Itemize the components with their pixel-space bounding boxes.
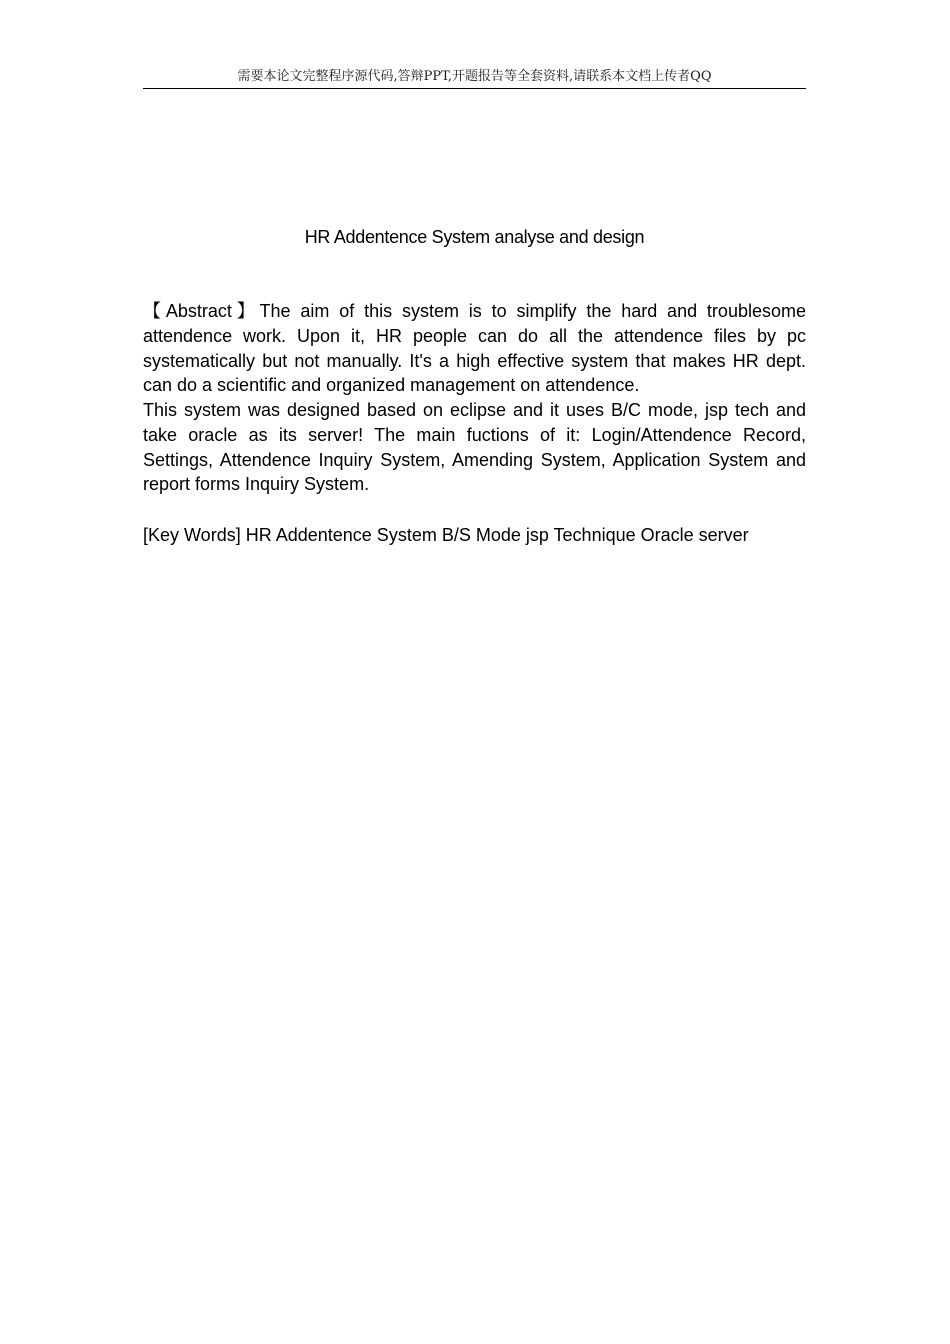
keywords-label: [Key Words] <box>143 525 241 545</box>
abstract-paragraph <box>143 299 806 398</box>
design-paragraph: This system was designed based on eclipse and it uses B/C mode, jsp tech and take oracle as its server! The main fuctions of it: Login/Attendence Record, Settings, Attendence Inquiry System, Amending System, Application System and report forms Inquiry System. <box>143 400 806 495</box>
document-title: HR Addentence System analyse and design <box>304 227 645 247</box>
keywords-text: HR Addentence System B/S Mode jsp Technique Oracle server <box>245 525 749 545</box>
keywords-paragraph <box>143 523 806 548</box>
page-header <box>143 66 806 89</box>
abstract-text: The aim of this system is to simplify the hard and troublesome attendence work. Upon it, HR people can do all the attendence files by pc systematically but not manually. It's a high effective system that makes HR dept. can do a scientific and organized management on attendence. <box>143 301 806 396</box>
abstract-label: 【Abstract】 <box>143 301 260 321</box>
header-text: 需要本论文完整程序源代码,答辩PPT,开题报告等全套资料,请联系本文档上传者QQ <box>237 69 712 84</box>
